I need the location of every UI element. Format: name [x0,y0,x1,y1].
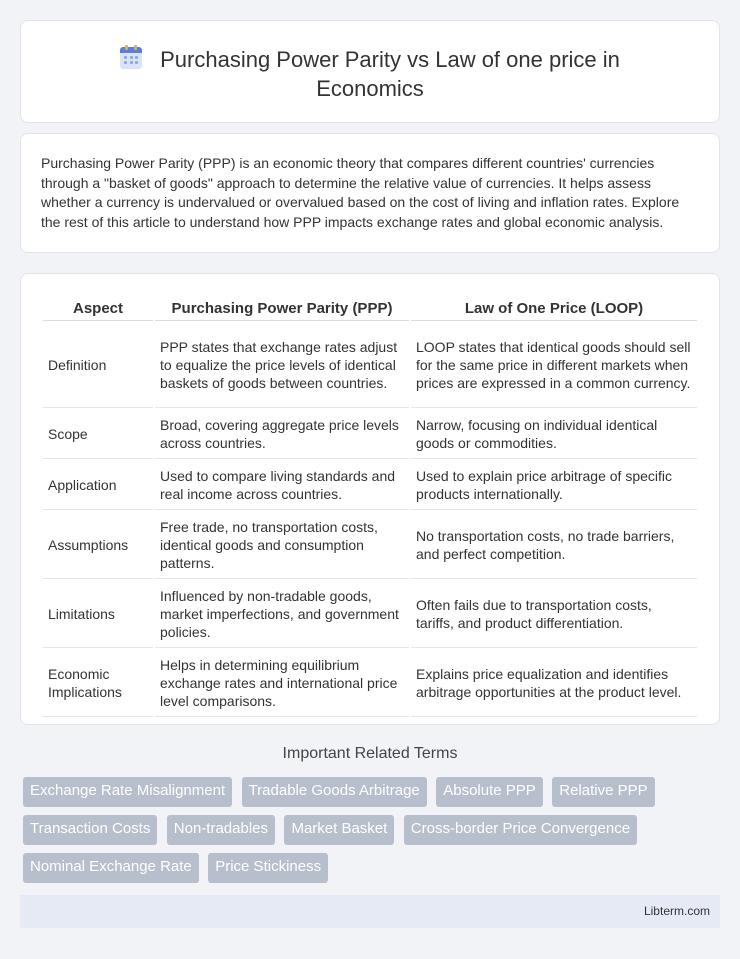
header-ppp: Purchasing Power Parity (PPP) [155,296,409,321]
related-term-tag[interactable]: Absolute PPP [436,777,543,807]
intro-card [20,133,720,253]
related-terms-list [23,777,723,891]
table-row [43,650,697,717]
table-header-row [43,296,697,321]
row-loop: LOOP states that identical goods should sell for the same price in different markets when prices are expressed in a common currency. [411,323,697,408]
row-ppp: Used to compare living standards and real income across countries. [155,461,409,510]
row-ppp: Influenced by non-tradable goods, market imperfections, and government policies. [155,581,409,648]
title-line-2: Economics [316,76,424,101]
header-aspect: Aspect [43,296,153,321]
row-aspect: Definition [43,323,153,408]
intro-text: Purchasing Power Parity (PPP) is an economic theory that compares different countries' currencies through a "basket of goods" approach to determine the relative value of currencies. It helps assess whether a currency is undervalued or overvalued based on the cost of living and inflation rates. Explore the rest of this article to understand how PPP impacts exchange rates and global economic analysis. [41,155,680,230]
related-term-tag[interactable]: Relative PPP [552,777,654,807]
row-ppp: Broad, covering aggregate price levels across countries. [155,410,409,459]
footer [20,895,720,928]
title-card [20,20,720,123]
comparison-table [41,294,699,719]
page-title [21,45,719,103]
row-loop: Narrow, focusing on individual identical goods or commodities. [411,410,697,459]
table-row [43,581,697,648]
row-loop: Explains price equalization and identifies arbitrage opportunities at the product level. [411,650,697,717]
footer-site-link[interactable]: Libterm.com [643,904,710,918]
header-loop: Law of One Price (LOOP) [411,296,697,321]
related-term-tag[interactable]: Price Stickiness [208,853,328,883]
row-ppp: PPP states that exchange rates adjust to equalize the price levels of identical baskets of goods between countries. [155,323,409,408]
related-term-tag[interactable]: Tradable Goods Arbitrage [242,777,427,807]
related-term-tag[interactable]: Transaction Costs [23,815,157,845]
row-aspect: Economic Implications [43,650,153,717]
row-aspect: Scope [43,410,153,459]
title-line-1: Purchasing Power Parity vs Law of one price in [160,47,620,72]
table-row [43,512,697,579]
comparison-card [20,273,720,725]
related-term-tag[interactable]: Cross-border Price Convergence [404,815,637,845]
row-aspect: Application [43,461,153,510]
related-term-tag[interactable]: Nominal Exchange Rate [23,853,199,883]
related-term-tag[interactable]: Market Basket [284,815,394,845]
related-terms-title: Important Related Terms [282,745,458,762]
table-row [43,410,697,459]
table-row [43,323,697,408]
table-row [43,461,697,510]
row-ppp: Helps in determining equilibrium exchange rates and international price level comparisons. [155,650,409,717]
row-aspect: Assumptions [43,512,153,579]
row-loop: Used to explain price arbitrage of specific products internationally. [411,461,697,510]
row-aspect: Limitations [43,581,153,648]
row-loop: No transportation costs, no trade barriers, and perfect competition. [411,512,697,579]
row-loop: Often fails due to transportation costs, tariffs, and product differentiation. [411,581,697,648]
related-term-tag[interactable]: Exchange Rate Misalignment [23,777,232,807]
calendar-icon [120,46,142,70]
row-ppp: Free trade, no transportation costs, identical goods and consumption patterns. [155,512,409,579]
related-term-tag[interactable]: Non-tradables [167,815,275,845]
